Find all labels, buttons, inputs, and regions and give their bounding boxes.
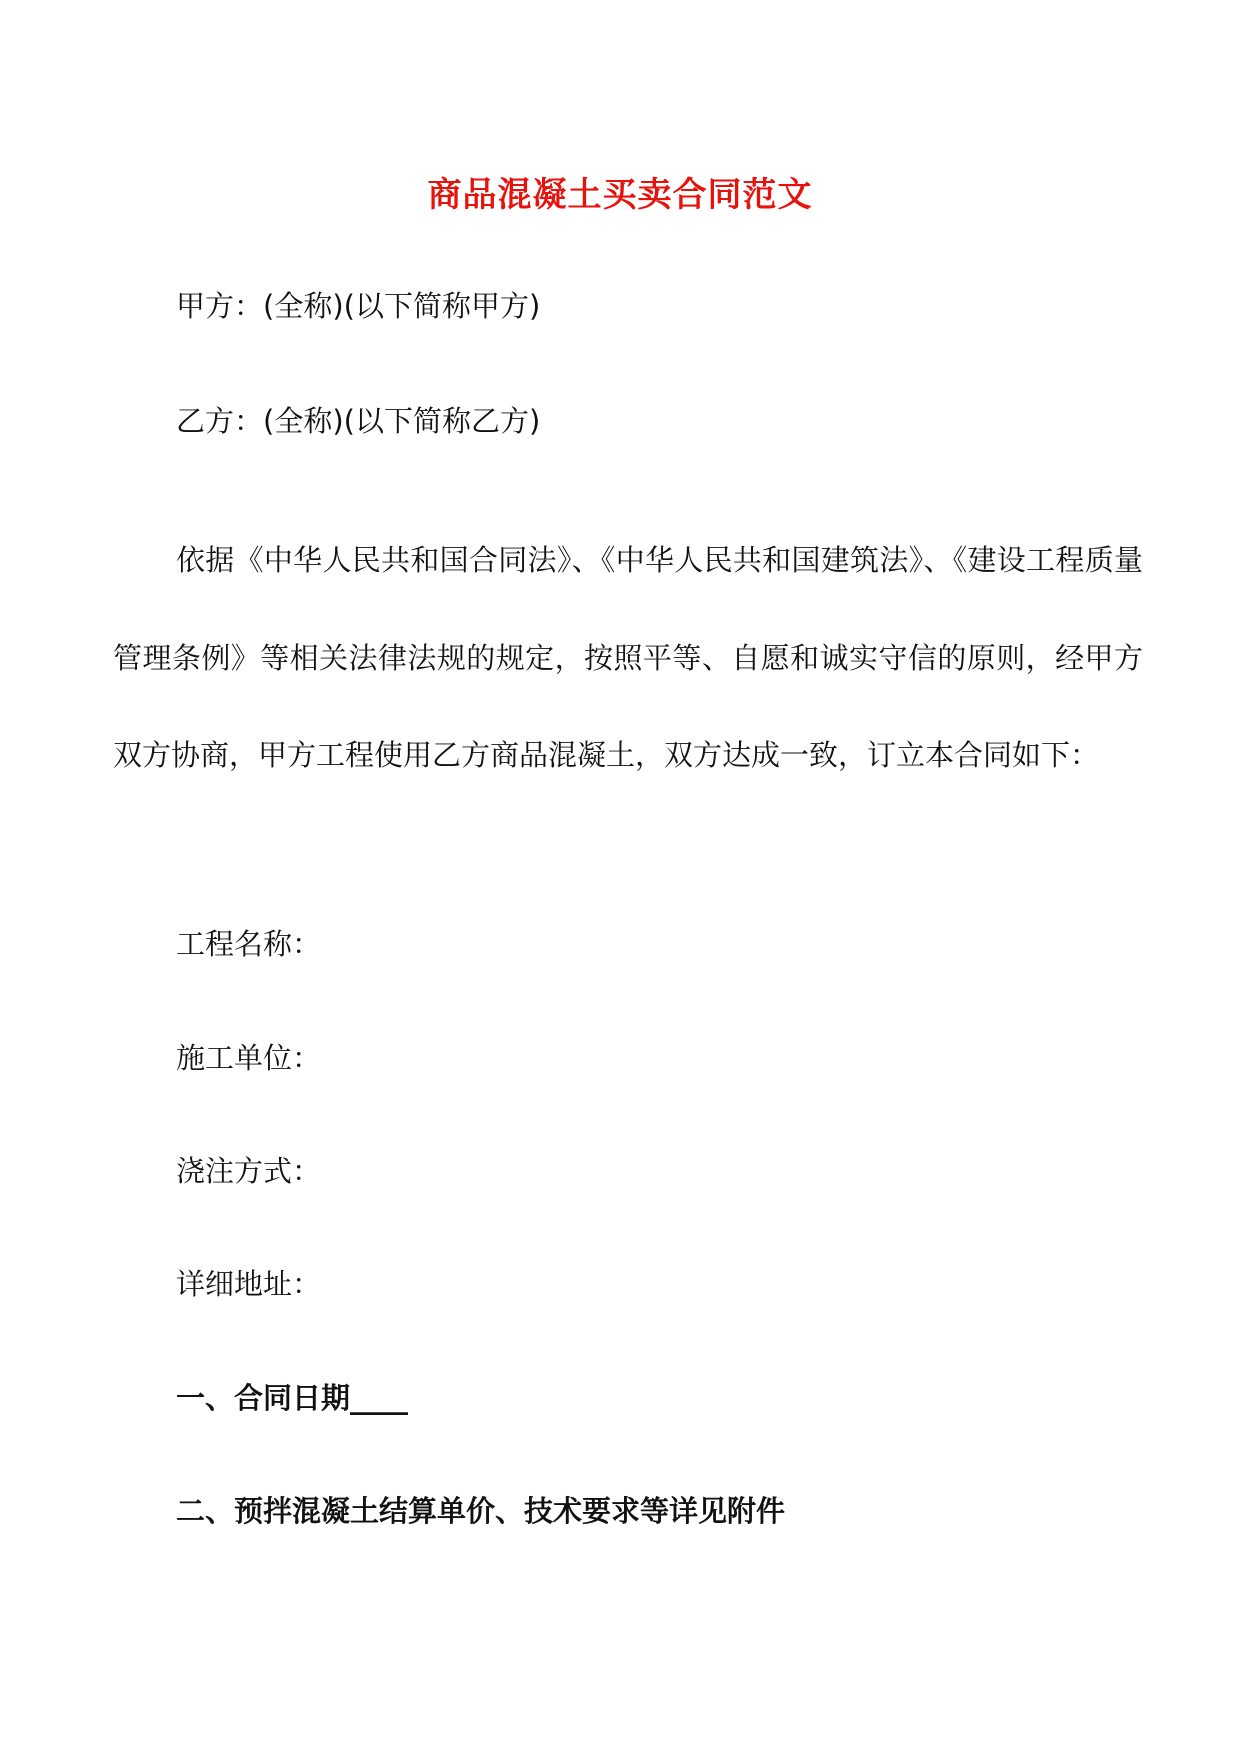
party-a-line: 甲方：(全称)(以下简称甲方): [176, 289, 541, 323]
project-name-field: 工程名称：: [176, 927, 322, 961]
address-field: 详细地址：: [176, 1267, 322, 1301]
section-heading-pricing: 二、预拌混凝土结算单价、技术要求等详见附件: [176, 1494, 786, 1528]
pouring-method-field: 浇注方式：: [176, 1154, 322, 1188]
document-title: 商品混凝土买卖合同范文: [427, 175, 813, 215]
section-heading-contract-date: 一、合同日期____: [176, 1381, 409, 1415]
construction-unit-field: 施工单位：: [176, 1041, 322, 1075]
preamble-paragraph: 依据《中华人民共和国合同法》、《中华人民共和国建筑法》、《建设工程质量管理条例》等相关法律法规的规定，按照平等、自愿和诚实守信的原则，经甲方双方协商，甲方工程使用乙方商品混凝土，双方达成一致，订立本合同如下：: [113, 543, 1143, 772]
party-b-line: 乙方：(全称)(以下简称乙方): [176, 404, 541, 438]
